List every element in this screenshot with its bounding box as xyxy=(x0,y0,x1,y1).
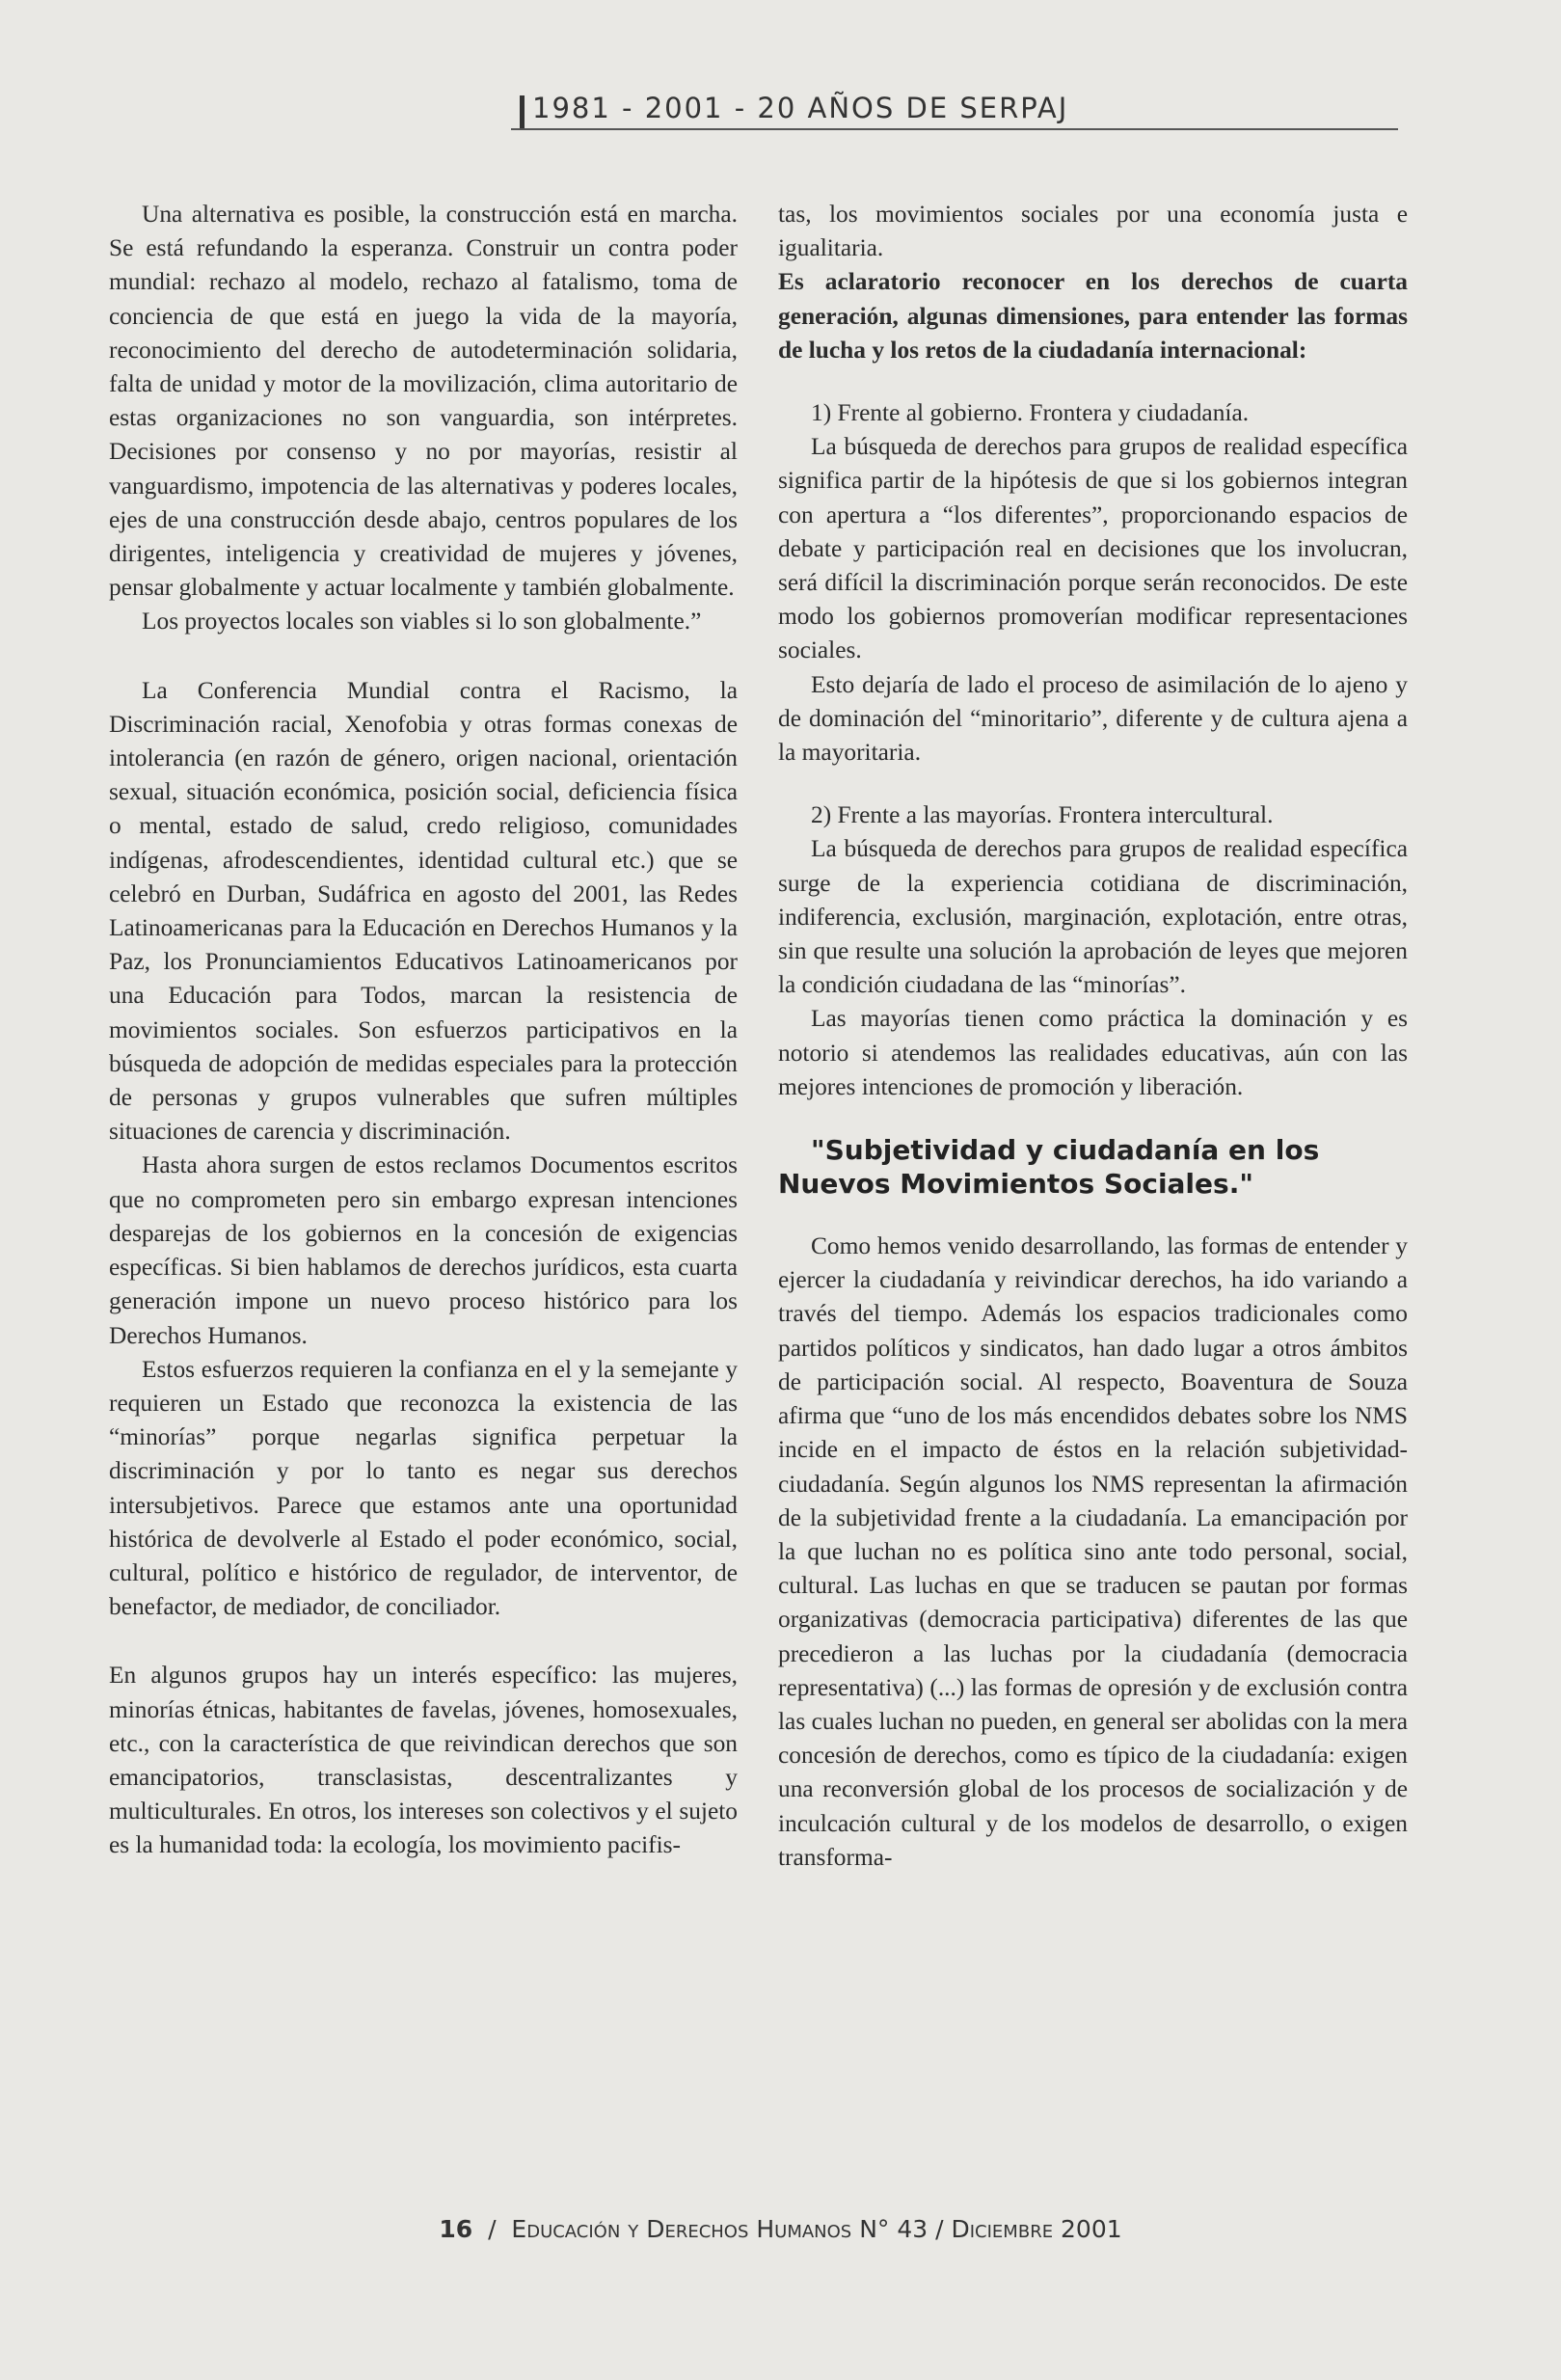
paragraph: Hasta ahora surgen de estos reclamos Documentos escritos que no comprometen pero sin embargo expresan intenciones desparejas de los gobiernos en la concesión de exigencias específicas. Si bien hablamos de derechos jurídicos, esta cuarta generación impone un nuevo proceso histórico para los Derechos Humanos. xyxy=(109,1151,738,1349)
section-heading: "Subjetividad y ciudadanía en los Nuevos Movimientos Sociales." xyxy=(778,1134,1320,1201)
left-column xyxy=(109,198,738,1863)
paragraph: Estos esfuerzos requieren la confianza en el y la semejante y requieren un Estado que reconozca la existencia de las “minorías” porque negarlas significa perpetuar la discriminación y por lo tanto es negar sus derechos intersubjetivos. Parece que estamos ante una oportunidad histórica de devolverle al Estado el poder económico, social, cultural, político e histórico de regulador, de interventor, de benefactor, de mediador, de conciliador. xyxy=(109,1355,738,1621)
header-rule-mark xyxy=(520,95,525,128)
paragraph: La búsqueda de derechos para grupos de realidad específica significa partir de la hipótesis de que si los gobiernos integran con apertura a “los diferentes”, proporcionando espacios de debate y participación real en decisiones que los involucran, será difícil la discriminación porque serán reconocidos. De este modo los gobiernos promoverían modificar representaciones sociales. xyxy=(778,433,1408,664)
right-column xyxy=(778,198,1408,1875)
issue-number: N° 43 xyxy=(859,2215,929,2243)
running-header xyxy=(511,92,1398,130)
header-title: 1981 - 2001 - 20 AÑOS DE SERPAJ xyxy=(532,92,1069,124)
bold-intro-paragraph: Es aclaratorio reconocer en los derechos de cuarta generación, algunas dimensiones, para entender las formas de lucha y los retos de la ciudadanía internacional: xyxy=(778,268,1408,364)
paragraph: Esto dejaría de lado el proceso de asimilación de lo ajeno y de dominación del “minoritario”, diferente y de cultura ajena a la mayoritaria. xyxy=(778,670,1408,767)
publication-name: Educación y Derechos Humanos xyxy=(511,2215,852,2243)
paragraph: tas, los movimientos sociales por una economía justa e igualitaria. xyxy=(778,201,1408,262)
footer-separator: / xyxy=(935,2215,944,2243)
paragraph: Las mayorías tienen como práctica la dominación y es notorio si atendemos las realidades educativas, aún con las mejores intenciones de promoción y liberación. xyxy=(778,1005,1408,1100)
paragraph: Como hemos venido desarrollando, las formas de entender y ejercer la ciudadanía y reivindicar derechos, ha ido variando a través del tiempo. Además los espacios tradicionales como partidos políticos y sindicatos, han dado lugar a otros ámbitos de participación social. Al respecto, Boaventura de Souza afirma que “uno de los más encendidos debates sobre los NMS incide en el impacto de éstos en la relación subjetividad-ciudadanía. Según algunos los NMS representan la afirmación de la subjetividad frente a la ciudadanía. La emancipación por la que luchan no es política sino ante todo personal, social, cultural. Las luchas en que se traducen se pautan por formas organizativas (democracia participativa) diferentes de las que precedieron a las luchas por la ciudadanía (democracia representativa) (...) las formas de opresión y de exclusión contra las cuales luchan no pueden, en general ser abolidas con la mera concesión de derechos, como es típico de la ciudadanía: exigen una reconversión global de los procesos de socialización y de inculcación cultural y de los modelos de desarrollo, o exigen transforma- xyxy=(778,1232,1408,1871)
paragraph: 1) Frente al gobierno. Frontera y ciudadanía. xyxy=(811,399,1250,427)
paragraph: La Conferencia Mundial contra el Racismo, la Discriminación racial, Xenofobia y otras formas conexas de intolerancia (en razón de género, origen nacional, orientación sexual, situación económica, posición social, deficiencia física o mental, estado de salud, credo religioso, comunidades indígenas, afrodescendientes, identidad cultural etc.) que se celebró en Durban, Sudáfrica en agosto del 2001, las Redes Latinoamericanas para la Educación en Derechos Humanos y la Paz, los Pronunciamientos Educativos Latinoamericanos por una Educación para Todos, marcan la resistencia de movimientos sociales. Son esfuerzos participativos en la búsqueda de adopción de medidas especiales para la protección de personas y grupos vulnerables que sufren múltiples situaciones de carencia y discriminación. xyxy=(109,676,738,1146)
paragraph: 2) Frente a las mayorías. Frontera intercultural. xyxy=(811,801,1274,829)
paragraph: Los proyectos locales son viables si lo son globalmente.” xyxy=(142,608,702,636)
paragraph: La búsqueda de derechos para grupos de realidad específica surge de la experiencia cotidiana de discriminación, indiferencia, exclusión, marginación, explotación, entre otras, sin que resulte una solución la aprobación de leyes que mejoren la condición ciudadana de las “minorías”. xyxy=(778,835,1408,999)
issue-date: Diciembre 2001 xyxy=(951,2215,1122,2243)
footer-separator: / xyxy=(488,2215,497,2243)
page-footer xyxy=(0,2215,1561,2243)
page-number: 16 xyxy=(439,2215,473,2243)
paragraph: En algunos grupos hay un interés específico: las mujeres, minorías étnicas, habitantes de favelas, jóvenes, homosexuales, etc., con la característica de que reivindican derechos que son emancipatorios, transclasistas, descentralizantes y multiculturales. En otros, los intereses son colectivos y el sujeto es la humanidad toda: la ecología, los movimiento pacifis- xyxy=(109,1662,738,1859)
paragraph: Una alternativa es posible, la construcción está en marcha. Se está refundando la esperanza. Construir un contra poder mundial: rechazo al modelo, rechazo al fatalismo, toma de conciencia de que está en juego la vida de la mayoría, reconocimiento del derecho de autodeterminación solidaria, falta de unidad y motor de la movilización, clima autoritario de estas organizaciones no son vanguardia, son intérpretes. Decisiones por consenso y no por mayorías, resistir al vanguardismo, impotencia de las alternativas y poderes locales, ejes de una construcción desde abajo, centros populares de los dirigentes, inteligencia y creatividad de mujeres y jóvenes, pensar globalmente y actuar localmente y también globalmente. xyxy=(109,201,738,602)
